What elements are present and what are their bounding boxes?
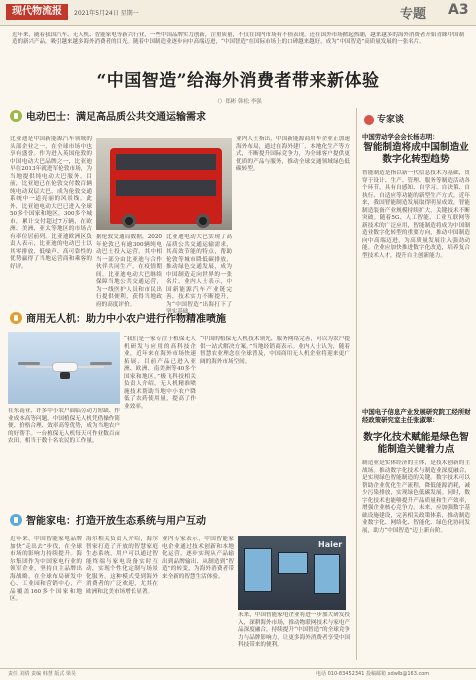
section-title-bus: 电动巴士：满足高品质公共交通运输需求 (10, 110, 206, 126)
expert1-title: 智能制造将成中国制造业数字化转型趋势 (363, 142, 469, 165)
appliance-article-col2: 海尔相关负责人介绍，海尔智家打造了开放的智慧家庭生态系统，用户可以通过智能终端与家电设备实时互动，实现个性化定制与场景化服务。这种模式受到海外消费者的广泛欢迎，尤其在欧洲和北美市场增长显著。 (86, 536, 158, 595)
footer-contact: 电话 010-83452341 投稿邮箱 xdwlb@163.com (316, 671, 430, 677)
appliance-article-col4: 未来，中国智能家电企业将进一步加大研发投入，深耕海外市场，推动物联网技术与家电产品深度融合，持续提升“中国智造”的全球竞争力与品牌影响力，让更多海外消费者享受中国科技带来的便利。 (238, 612, 350, 648)
expert2-name: 中国电子信息产业发展研究院工经所财经政策研究室主任张淑翠： (362, 408, 471, 424)
page-number: A3 (448, 2, 469, 18)
bus-article-col4: 业内人士指出，中国新能源商用车企业正加速海外布局，通过在海外建厂、本地化生产等方式，不断提升国际竞争力，为全球客户提供更优质的产品与服务，推动全球交通领域绿色低碳转型。 (236, 136, 350, 172)
page-footer (0, 668, 476, 680)
expert-icon (364, 115, 374, 125)
footer-editors: 责任 刘倩 责编 韩慧 版式 梁昊 (8, 671, 76, 677)
sidebar-heading: 专家谈 (364, 112, 404, 125)
bus-section-icon (10, 110, 22, 122)
appliance-article-col1: 近年来，中国智能家电品牌加快“走出去”步伐，在全球市场的影响力持续提升。海尔集团作为中国家电行业的领军企业，坚持自主品牌出海战略，在全球布局研发中心、工业园和营销中心，产品覆盖160多个国家和地区。 (10, 536, 82, 602)
expert1-body: 智能制造是指以新一代信息技术为基础，贯穿于设计、生产、管理、服务等制造活动各个环节，具有自感知、自学习、自决策、自执行、自适应等功能的新型生产方式。近年来，我国智能制造发展取得明显成效，智能制造装备产业规模持续扩大，关键技术不断突破。随着5G、人工智能、工业互联网等新技术的广泛应用，智能制造将成为中国制造业数字化转型的重要方向，推动中国制造向中高端迈进，为高质量发展注入强劲动能。企业应加快推进数字化改造，培养复合型技术人才，提升自主创新能力。 (362, 170, 470, 259)
masthead: 现代物流报 (6, 4, 68, 20)
bus-article-col2: 据伦敦交通局数据，2020年伦敦已有逾300辆纯电动巴士投入运营，其中相当一部分由比亚迪与合作伙伴共同生产。在疫情期间，比亚迪电动大巴继续保障当地公共交通运营，为一线医护人员和市民出行提供便利，获得当地政府的高度评价。 (96, 234, 162, 308)
appliance-photo (238, 536, 346, 610)
bus-article-col3: 比亚迪电动大巴实现了高品质公共交通运输需求，其高效节能的特点，帮助伦敦等城市降低碳排放，推动绿色交通发展，成为中国制造走向世界的一张名片。业内人士表示，中国新能源汽车产业链完善，技术实力不断提升，为“中国智造”出海打下了坚实基础。 (166, 234, 232, 314)
page-header (0, 0, 476, 26)
drone-section-icon (10, 312, 22, 324)
bus-article-col1: 比亚迪是中国新能源汽车领域的头部企业之一，在全球市场中也享有盛誉。作为进入英国伦敦的中国电动大巴品牌之一，比亚迪早在2013年就进军伦敦市场，为当地提供纯电动大巴服务。目前，比亚迪已在伦敦交付数百辆纯电动双层大巴，成为伦敦交通系统中一道亮丽的风景线。此外，比亚迪电动大巴已进入全球50多个国家和地区，300多个城市，累计交付超过7万辆，在欧洲、美洲、亚太等地区的市场占有率位居前列。比亚迪欧洲区负责人表示，比亚迪的电动巴士以其零排放、低噪声、高可靠性的优势赢得了当地运营商和乘客的好评。 (10, 136, 92, 270)
drone-article-col1: “我们是一家专注于植保无人机研发与应用的高科技企业，近年来在海外市场快速拓展，目前产品已进入亚洲、欧洲、南美洲等40多个国家和地区。”极飞科技相关负责人介绍，无人机精准喷施技术帮助当地中小农户降低了农药使用量，提高了作业效率。 (124, 336, 196, 410)
main-headline: “中国智造”给海外消费者带来新体验 (96, 71, 380, 91)
drone-article-col3: “中国的植保无人机技术领先，服务网络完善，可以为农户提供一站式解决方案。”当地经销商表示。业内人士认为，随着智慧农业理念在全球普及，中国商用无人机企业将迎来更广阔的海外市场空间。 (200, 336, 350, 365)
bus-photo (96, 138, 232, 230)
haier-logo: Haier (318, 540, 343, 549)
drone-image (52, 362, 78, 372)
appliance-section-icon (10, 514, 22, 526)
byline: （）郑彬 韩松 李强 (214, 99, 262, 105)
section-title-appliance: 智能家电：打造开放生态系统与用户互动 (10, 514, 206, 530)
issue-date: 2021年5月24日 星期一 (74, 10, 139, 17)
drone-photo (8, 332, 120, 404)
expert2-title: 数字化技术赋能是绿色智能制造关键着力点 (363, 432, 469, 455)
intro-paragraph: 近年来，随着我国汽车、无人机、智能家电等新兴行业，一些中国品牌实力创新，注重质量，不仅在国内市场有不俗表现，还在国外市场掀起热潮，越来越多的海外消费者开始青睐中国制造的新兴产品，吸引越来越多海外消费者的目光。随着中国制造业逐步向中高端迈进，“中国智造”在国际市场上的口碑越来越好，成为“中国智造”高质量发展的一张名片。 (12, 32, 464, 46)
expert2-body: 制造业是实体经济的主体，是技术创新的主战场。推动数字化技术与制造业深度融合，是实现绿色智能制造的关键。数字技术可以帮助企业优化生产流程，降低能源消耗，减少污染排放，实现绿色低碳发展。同时，数字化技术也能够提升产品质量和生产效率，增强企业核心竞争力。未来，应加强数字基础设施建设，完善相关政策体系，推动制造业数字化、网络化、智能化、绿色化协同发展，助力“中国智造”迈上新台阶。 (362, 460, 470, 534)
section-title-drone: 商用无人机：助力中小农户进行作物精准喷施 (10, 312, 226, 328)
column-divider (356, 108, 357, 660)
expert1-name: 中国劳动学会会长杨志明： (362, 133, 439, 141)
section-label: 专题 (400, 7, 427, 22)
drone-article-col2: 在东南亚，许多中小农户面临劳动力短缺、作业成本高等问题。中国植保无人机凭借操作简便、价格合理、效率高等优势，成为当地农户的好帮手。一台植保无人机每天可作业数百亩农田，相当于数十名农民的工作量。 (8, 408, 120, 444)
appliance-article-col3: 业内专家表示，中国智能家电企业通过技术创新和本地化运营，逐步实现从产品输出到品牌输出、从制造到“智造”的转变，为海外消费者带来全新的智慧生活体验。 (162, 536, 234, 580)
